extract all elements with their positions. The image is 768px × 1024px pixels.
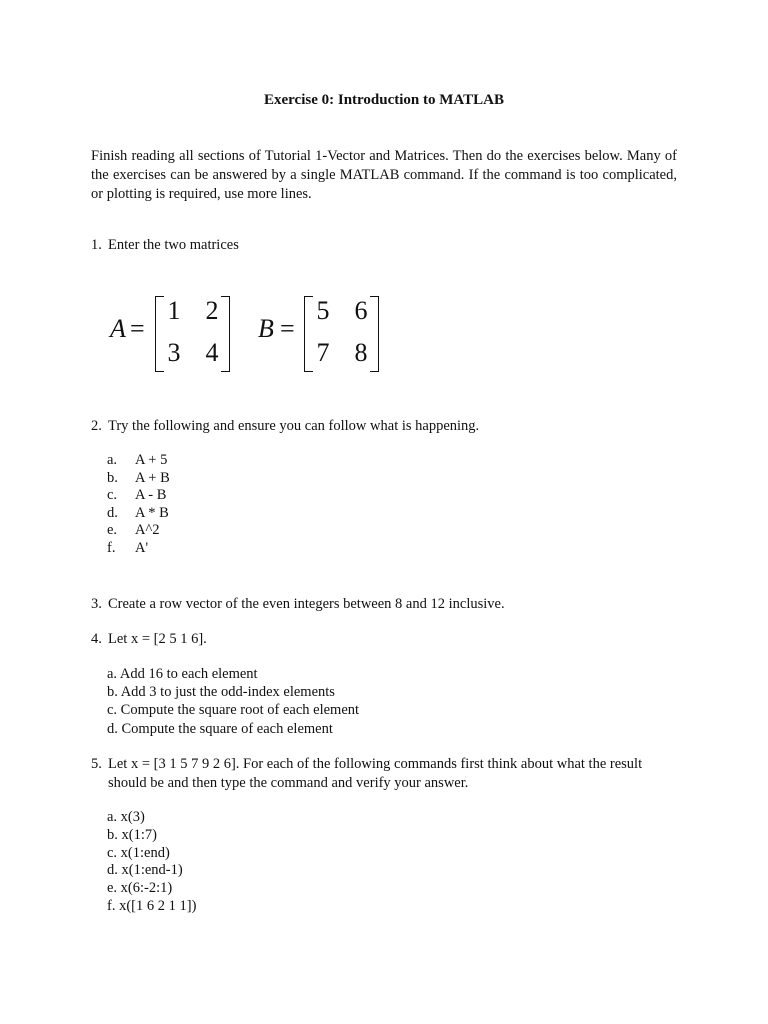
question-text: Let x = [3 1 5 7 9 2 6]. For each of the following commands first think about what the result should be and then type the command and verify your answer. — [108, 756, 643, 791]
list-item: a. Add 16 to each element — [107, 666, 258, 682]
matrix-b-cell: 6 — [354, 296, 368, 325]
matrix-b-cell: 5 — [316, 296, 330, 325]
list-item: c. Compute the square root of each element — [107, 702, 360, 719]
list-item: c. A - B — [107, 487, 167, 504]
list-item: e. A^2 — [107, 522, 160, 539]
list-item: b. x(1:7) — [107, 826, 157, 843]
question-text: Try the following and ensure you can follow what is happening. — [108, 418, 480, 434]
matrix-a-equals: = — [130, 314, 145, 343]
question-text: Create a row vector of the even integers between 8 and 12 inclusive. — [108, 596, 505, 612]
question-3 — [91, 595, 681, 614]
question-4 — [91, 630, 681, 649]
list-item: f. x([1 6 2 1 1]) — [107, 897, 197, 914]
matrix-a-cell: 4 — [205, 338, 219, 367]
list-item: a. A + 5 — [107, 452, 168, 468]
list-item: c. x(1:end) — [107, 844, 170, 861]
matrix-b-equals: = — [280, 314, 295, 343]
question-number: 1. — [91, 237, 102, 253]
intro-paragraph: Finish reading all sections of Tutorial 1-Vector and Matrices. Then do the exercises below. Many of the exercises can be answered by a single MATLAB command. If the command is too complicated, or plotting is required, use more lines. — [91, 148, 677, 202]
list-item: d. A * B — [107, 504, 169, 521]
question-number: 4. — [91, 631, 102, 647]
list-item: f. A' — [107, 539, 149, 556]
question-2-subitems — [107, 452, 170, 558]
question-5 — [91, 755, 681, 791]
list-item: b. Add 3 to just the odd-index elements — [107, 684, 335, 701]
question-text: Let x = [2 5 1 6]. — [108, 631, 207, 647]
question-number: 5. — [91, 756, 102, 772]
question-4-subitems — [107, 665, 359, 738]
list-item: e. x(6:-2:1) — [107, 880, 173, 897]
matrix-a-name: A — [110, 314, 126, 343]
page-title: Exercise 0: Introduction to MATLAB — [264, 92, 504, 108]
matrix-a-cell: 3 — [167, 338, 181, 367]
matrix-b-cell: 8 — [354, 338, 368, 367]
question-number: 3. — [91, 596, 102, 612]
question-1 — [91, 236, 681, 255]
list-item: d. Compute the square of each element — [107, 720, 333, 737]
list-item: d. x(1:end-1) — [107, 862, 183, 879]
matrix-b-cell: 7 — [316, 338, 330, 367]
matrix-a-right-bracket — [221, 296, 230, 372]
matrix-b-right-bracket — [370, 296, 379, 372]
question-number: 2. — [91, 418, 102, 434]
list-item: b. A + B — [107, 469, 170, 486]
question-2 — [91, 417, 681, 436]
matrix-b-name: B — [258, 314, 274, 343]
matrix-a-cell: 2 — [205, 296, 219, 325]
list-item: a. x(3) — [107, 809, 145, 825]
matrix-a-cell: 1 — [167, 296, 181, 325]
question-text: Enter the two matrices — [108, 237, 239, 253]
question-5-subitems — [107, 809, 196, 916]
